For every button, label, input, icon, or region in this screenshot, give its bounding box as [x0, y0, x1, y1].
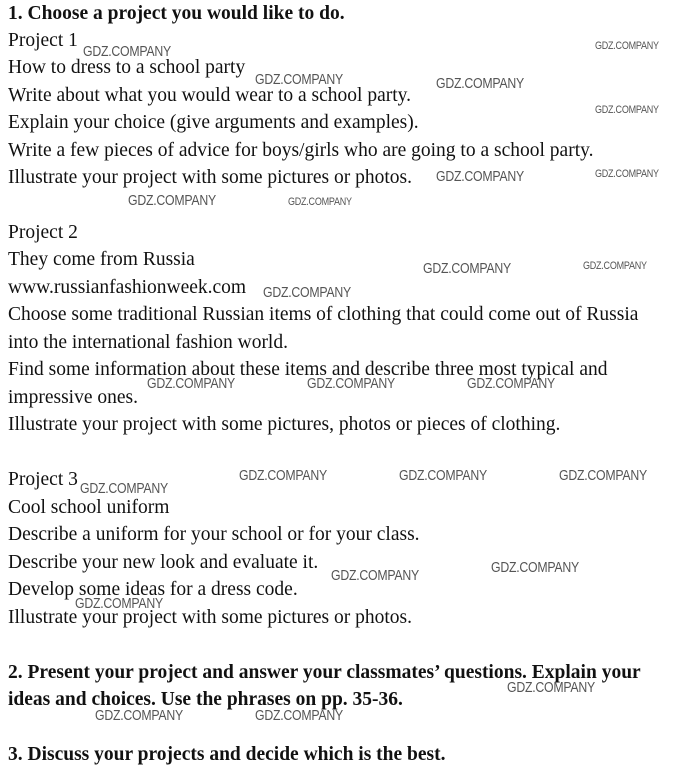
watermark: GDZ.COMPANY: [331, 567, 419, 584]
watermark: GDZ.COMPANY: [307, 375, 395, 392]
task-2-line: ideas and choices. Use the phrases on pp. 35-36.: [8, 689, 403, 710]
project-2-title: They come from Russia: [8, 249, 195, 270]
watermark: GDZ.COMPANY: [255, 71, 343, 88]
watermark: GDZ.COMPANY: [436, 168, 524, 185]
project-1-line: Explain your choice (give arguments and examples).: [8, 112, 419, 133]
project-2-line: Find some information about these items and describe three most typical and: [8, 359, 608, 380]
project-1-label: Project 1: [8, 30, 78, 51]
watermark: GDZ.COMPANY: [559, 467, 647, 484]
project-3-line: Develop some ideas for a dress code.: [8, 579, 298, 600]
watermark: GDZ.COMPANY: [399, 467, 487, 484]
watermark: GDZ.COMPANY: [83, 43, 171, 60]
task-2-line: 2. Present your project and answer your classmates’ questions. Explain your: [8, 662, 641, 683]
watermark: GDZ.COMPANY: [507, 679, 595, 696]
watermark: GDZ.COMPANY: [147, 375, 235, 392]
watermark: GDZ.COMPANY: [95, 707, 183, 724]
watermark: GDZ.COMPANY: [595, 168, 659, 180]
project-2-line: Illustrate your project with some pictures, photos or pieces of clothing.: [8, 414, 561, 435]
project-2-line: impressive ones.: [8, 387, 138, 408]
watermark: GDZ.COMPANY: [80, 480, 168, 497]
project-3-line: Describe your new look and evaluate it.: [8, 552, 319, 573]
project-3-label: Project 3: [8, 469, 78, 490]
watermark: GDZ.COMPANY: [583, 260, 647, 272]
watermark: GDZ.COMPANY: [491, 559, 579, 576]
watermark: GDZ.COMPANY: [255, 707, 343, 724]
watermark: GDZ.COMPANY: [263, 284, 351, 301]
task-1-heading: 1. Choose a project you would like to do.: [8, 3, 345, 24]
project-1-line: Write about what you would wear to a school party.: [8, 85, 412, 106]
project-3-title: Cool school uniform: [8, 497, 170, 518]
project-1-line: Write a few pieces of advice for boys/girls who are going to a school party.: [8, 140, 594, 161]
watermark: GDZ.COMPANY: [128, 192, 216, 209]
project-3-line: Illustrate your project with some pictures or photos.: [8, 607, 412, 628]
watermark: GDZ.COMPANY: [288, 196, 352, 208]
watermark: GDZ.COMPANY: [436, 75, 524, 92]
watermark: GDZ.COMPANY: [239, 467, 327, 484]
watermark: GDZ.COMPANY: [467, 375, 555, 392]
project-1-title: How to dress to a school party: [8, 57, 246, 78]
project-2-line: Choose some traditional Russian items of clothing that could come out of Russia: [8, 304, 639, 325]
project-3-line: Describe a uniform for your school or for your class.: [8, 524, 420, 545]
project-1-line: Illustrate your project with some pictures or photos.: [8, 167, 412, 188]
watermark: GDZ.COMPANY: [595, 40, 659, 52]
project-2-label: Project 2: [8, 222, 78, 243]
project-2-url: www.russianfashionweek.com: [8, 277, 247, 298]
watermark: GDZ.COMPANY: [423, 260, 511, 277]
watermark: GDZ.COMPANY: [595, 104, 659, 116]
project-2-line: into the international fashion world.: [8, 332, 288, 353]
task-3-heading: 3. Discuss your projects and decide which is the best.: [8, 744, 446, 765]
watermark: GDZ.COMPANY: [75, 595, 163, 612]
